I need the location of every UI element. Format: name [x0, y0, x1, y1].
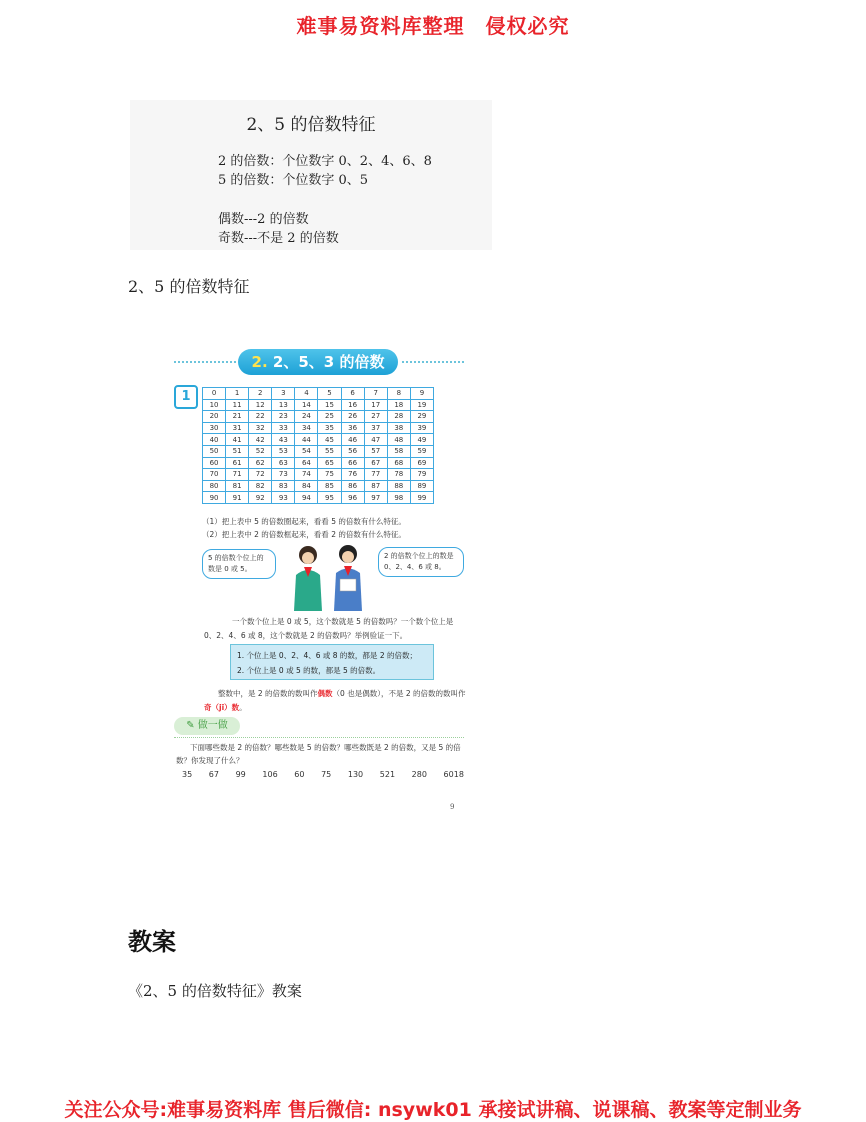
hundred-chart-row [203, 457, 434, 469]
hundred-chart-cell: 70 [203, 469, 226, 481]
hundred-chart-cell: 13 [272, 399, 295, 411]
hundred-chart-cell: 26 [341, 411, 364, 423]
summary-title: 2、5 的倍数特征 [246, 115, 376, 135]
even-term: 偶数 [317, 689, 333, 698]
hundred-chart-cell: 89 [410, 480, 433, 492]
hundred-chart-row [203, 480, 434, 492]
hundred-chart-cell: 93 [272, 492, 295, 504]
hundred-chart-cell: 51 [226, 445, 249, 457]
exercise-number: 75 [321, 770, 332, 779]
hundred-chart-cell: 58 [387, 445, 410, 457]
hundred-chart-cell: 53 [272, 445, 295, 457]
dotted-rule-left [174, 361, 236, 363]
hundred-chart-cell: 49 [410, 434, 433, 446]
hundred-chart-cell: 44 [295, 434, 318, 446]
exercise-number: 99 [235, 770, 246, 779]
hundred-chart-cell: 38 [387, 422, 410, 434]
hundred-chart-cell: 87 [364, 480, 387, 492]
hundred-chart-cell: 52 [249, 445, 272, 457]
hundred-chart-cell: 18 [387, 399, 410, 411]
hundred-chart-cell: 63 [272, 457, 295, 469]
definition-text-a: 整数中，是 2 的倍数的数叫作 [218, 689, 318, 698]
speech-bubble-girl: 5 的倍数个位上的数是 0 或 5。 [202, 549, 276, 579]
girl-face [302, 552, 314, 564]
hundred-chart-cell: 92 [249, 492, 272, 504]
hundred-chart-cell: 83 [272, 480, 295, 492]
hundred-chart-cell: 81 [226, 480, 249, 492]
hundred-chart-cell: 56 [341, 445, 364, 457]
paragraph-verify: 一个数个位上是 0 或 5，这个数就是 5 的倍数吗？一个数个位上是 0、2、4、6 或 8，这个数就是 2 的倍数吗？举例验证一下。 [204, 617, 454, 640]
hundred-chart-cell: 11 [226, 399, 249, 411]
hundred-chart-cell: 42 [249, 434, 272, 446]
header-banner: 难事易资料库整理 侵权必究 [296, 14, 570, 38]
footer-banner: 关注公众号:难事易资料库 售后微信: nsywk01 承接试讲稿、说课稿、教案等定制业务 [64, 1099, 802, 1121]
hundred-chart-cell: 19 [410, 399, 433, 411]
hundred-chart-cell: 8 [387, 388, 410, 400]
hundred-chart-cell: 59 [410, 445, 433, 457]
exercise-divider [174, 737, 464, 738]
example-number-badge: 1 [174, 385, 198, 409]
hundred-chart-cell: 27 [364, 411, 387, 423]
hundred-chart-row [203, 469, 434, 481]
definition-text-b: （0 也是偶数），不是 2 的倍数的数叫作 [332, 689, 466, 698]
section-heading: 教案 [128, 928, 176, 956]
speech-bubble-boy: 2 的倍数个位上的数是 0、2、4、6 或 8。 [378, 547, 464, 577]
hundred-chart-table [202, 387, 434, 504]
hundred-chart-cell: 99 [410, 492, 433, 504]
hundred-chart-cell: 97 [364, 492, 387, 504]
question-1: （1）把上表中 5 的倍数圈起来，看看 5 的倍数有什么特征。 [202, 517, 406, 526]
hundred-chart-cell: 76 [341, 469, 364, 481]
exercise-question: 下面哪些数是 2 的倍数？哪些数是 5 的倍数？哪些数既是 2 的倍数，又是 5 的倍数？你发现了什么？ [176, 743, 461, 765]
section-title-pill [238, 349, 398, 375]
exercise-number: 130 [347, 770, 364, 779]
dotted-rule-right [402, 361, 464, 363]
section-number: 2. [251, 353, 268, 371]
hundred-chart-cell: 15 [318, 399, 341, 411]
hundred-chart-cell: 37 [364, 422, 387, 434]
hundred-chart-cell: 16 [341, 399, 364, 411]
exercise-number: 280 [411, 770, 427, 779]
hundred-chart-cell: 2 [249, 388, 272, 400]
hundred-chart-cell: 41 [226, 434, 249, 446]
rule-1: 1. 个位上是 0、2、4、6 或 8 的数，都是 2 的倍数； [237, 651, 417, 660]
hundred-chart-cell: 9 [410, 388, 433, 400]
exercise-number: 67 [208, 770, 219, 779]
hundred-chart-cell: 32 [249, 422, 272, 434]
hundred-chart-cell: 54 [295, 445, 318, 457]
hundred-chart-cell: 77 [364, 469, 387, 481]
summary-line-multiples-of-5: 5 的倍数：个位数字 0、5 [218, 173, 369, 188]
hundred-chart-cell: 71 [226, 469, 249, 481]
hundred-chart-cell: 39 [410, 422, 433, 434]
hundred-chart-cell: 80 [203, 480, 226, 492]
hundred-chart-cell: 62 [249, 457, 272, 469]
hundred-chart-cell: 94 [295, 492, 318, 504]
hundred-chart-row [203, 434, 434, 446]
hundred-chart-cell: 66 [341, 457, 364, 469]
hundred-chart-cell: 34 [295, 422, 318, 434]
hundred-chart-cell: 33 [272, 422, 295, 434]
hundred-chart-row [203, 399, 434, 411]
question-2: （2）把上表中 2 的倍数框起来，看看 2 的倍数有什么特征。 [202, 530, 406, 539]
rule-box [230, 644, 434, 680]
textbook-page-image [172, 345, 468, 820]
exercise-number: 6018 [443, 770, 464, 779]
students-illustration [282, 543, 374, 611]
hundred-chart-cell: 7 [364, 388, 387, 400]
hundred-chart-cell: 90 [203, 492, 226, 504]
hundred-chart-cell: 57 [364, 445, 387, 457]
exercise-numbers [182, 770, 464, 779]
rule-2: 2. 个位上是 0 或 5 的数，都是 5 的倍数。 [237, 666, 381, 675]
hundred-chart-cell: 20 [203, 411, 226, 423]
hundred-chart-cell: 73 [272, 469, 295, 481]
hundred-chart-cell: 48 [387, 434, 410, 446]
definition-text-c: 。 [239, 703, 247, 712]
hundred-chart-row [203, 388, 434, 400]
hundred-chart-row [203, 445, 434, 457]
hundred-chart-cell: 88 [387, 480, 410, 492]
hundred-chart-cell: 72 [249, 469, 272, 481]
hundred-chart-cell: 68 [387, 457, 410, 469]
hundred-chart-cell: 84 [295, 480, 318, 492]
hundred-chart-cell: 12 [249, 399, 272, 411]
hundred-chart-cell: 0 [203, 388, 226, 400]
exercise-number: 35 [182, 770, 193, 779]
hundred-chart-row [203, 422, 434, 434]
hundred-chart-cell: 86 [341, 480, 364, 492]
hundred-chart-cell: 74 [295, 469, 318, 481]
hundred-chart-cell: 45 [318, 434, 341, 446]
exercise-number: 521 [379, 770, 396, 779]
hundred-chart-cell: 65 [318, 457, 341, 469]
exercise-number: 60 [294, 770, 305, 779]
hundred-chart-cell: 69 [410, 457, 433, 469]
hundred-chart-cell: 5 [318, 388, 341, 400]
hundred-chart-cell: 21 [226, 411, 249, 423]
hundred-chart-cell: 14 [295, 399, 318, 411]
hundred-chart-cell: 98 [387, 492, 410, 504]
summary-line-odd: 奇数---不是 2 的倍数 [218, 231, 339, 246]
summary-line-even: 偶数---2 的倍数 [218, 212, 309, 227]
hundred-chart-cell: 55 [318, 445, 341, 457]
section-title: 2、5、3 的倍数 [272, 353, 385, 371]
paragraph-definition [204, 687, 466, 715]
hundred-chart-cell: 75 [318, 469, 341, 481]
hundred-chart-cell: 23 [272, 411, 295, 423]
hundred-chart-cell: 43 [272, 434, 295, 446]
hundred-chart-cell: 3 [272, 388, 295, 400]
hundred-chart-cell: 22 [249, 411, 272, 423]
hundred-chart-cell: 78 [387, 469, 410, 481]
boy-book [340, 579, 356, 591]
hundred-chart-cell: 95 [318, 492, 341, 504]
pencil-icon: ✎ [186, 720, 198, 731]
hundred-chart-cell: 50 [203, 445, 226, 457]
hundred-chart-cell: 67 [364, 457, 387, 469]
hundred-chart-cell: 24 [295, 411, 318, 423]
hundred-chart-cell: 60 [203, 457, 226, 469]
boy-face [342, 551, 354, 563]
exercise-label-text: 做一做 [197, 720, 228, 731]
hundred-chart-cell: 46 [341, 434, 364, 446]
summary-line-multiples-of-2: 2 的倍数：个位数字 0、2、4、6、8 [218, 154, 432, 169]
hundred-chart-cell: 30 [203, 422, 226, 434]
hundred-chart-cell: 91 [226, 492, 249, 504]
hundred-chart-cell: 61 [226, 457, 249, 469]
lesson-plan-title: 《2、5 的倍数特征》教案 [128, 982, 302, 1000]
summary-caption: 2、5 的倍数特征 [128, 277, 250, 296]
hundred-chart-cell: 82 [249, 480, 272, 492]
hundred-chart-cell: 47 [364, 434, 387, 446]
textbook-page-number: 9 [450, 803, 455, 811]
exercise-label [174, 717, 240, 735]
summary-image [130, 100, 492, 250]
hundred-chart-cell: 40 [203, 434, 226, 446]
hundred-chart-cell: 25 [318, 411, 341, 423]
odd-term: 奇（jī）数 [204, 703, 240, 712]
exercise-number: 106 [262, 770, 278, 779]
hundred-chart-cell: 96 [341, 492, 364, 504]
hundred-chart-cell: 36 [341, 422, 364, 434]
hundred-chart-cell: 17 [364, 399, 387, 411]
hundred-chart-cell: 85 [318, 480, 341, 492]
hundred-chart-cell: 6 [341, 388, 364, 400]
hundred-chart-cell: 64 [295, 457, 318, 469]
hundred-chart-cell: 29 [410, 411, 433, 423]
hundred-chart-cell: 1 [226, 388, 249, 400]
hundred-chart-cell: 79 [410, 469, 433, 481]
hundred-chart-cell: 4 [295, 388, 318, 400]
hundred-chart-cell: 28 [387, 411, 410, 423]
hundred-chart-cell: 10 [203, 399, 226, 411]
hundred-chart-row [203, 411, 434, 423]
hundred-chart-row [203, 492, 434, 504]
hundred-chart-cell: 35 [318, 422, 341, 434]
hundred-chart [202, 387, 434, 504]
hundred-chart-cell: 31 [226, 422, 249, 434]
